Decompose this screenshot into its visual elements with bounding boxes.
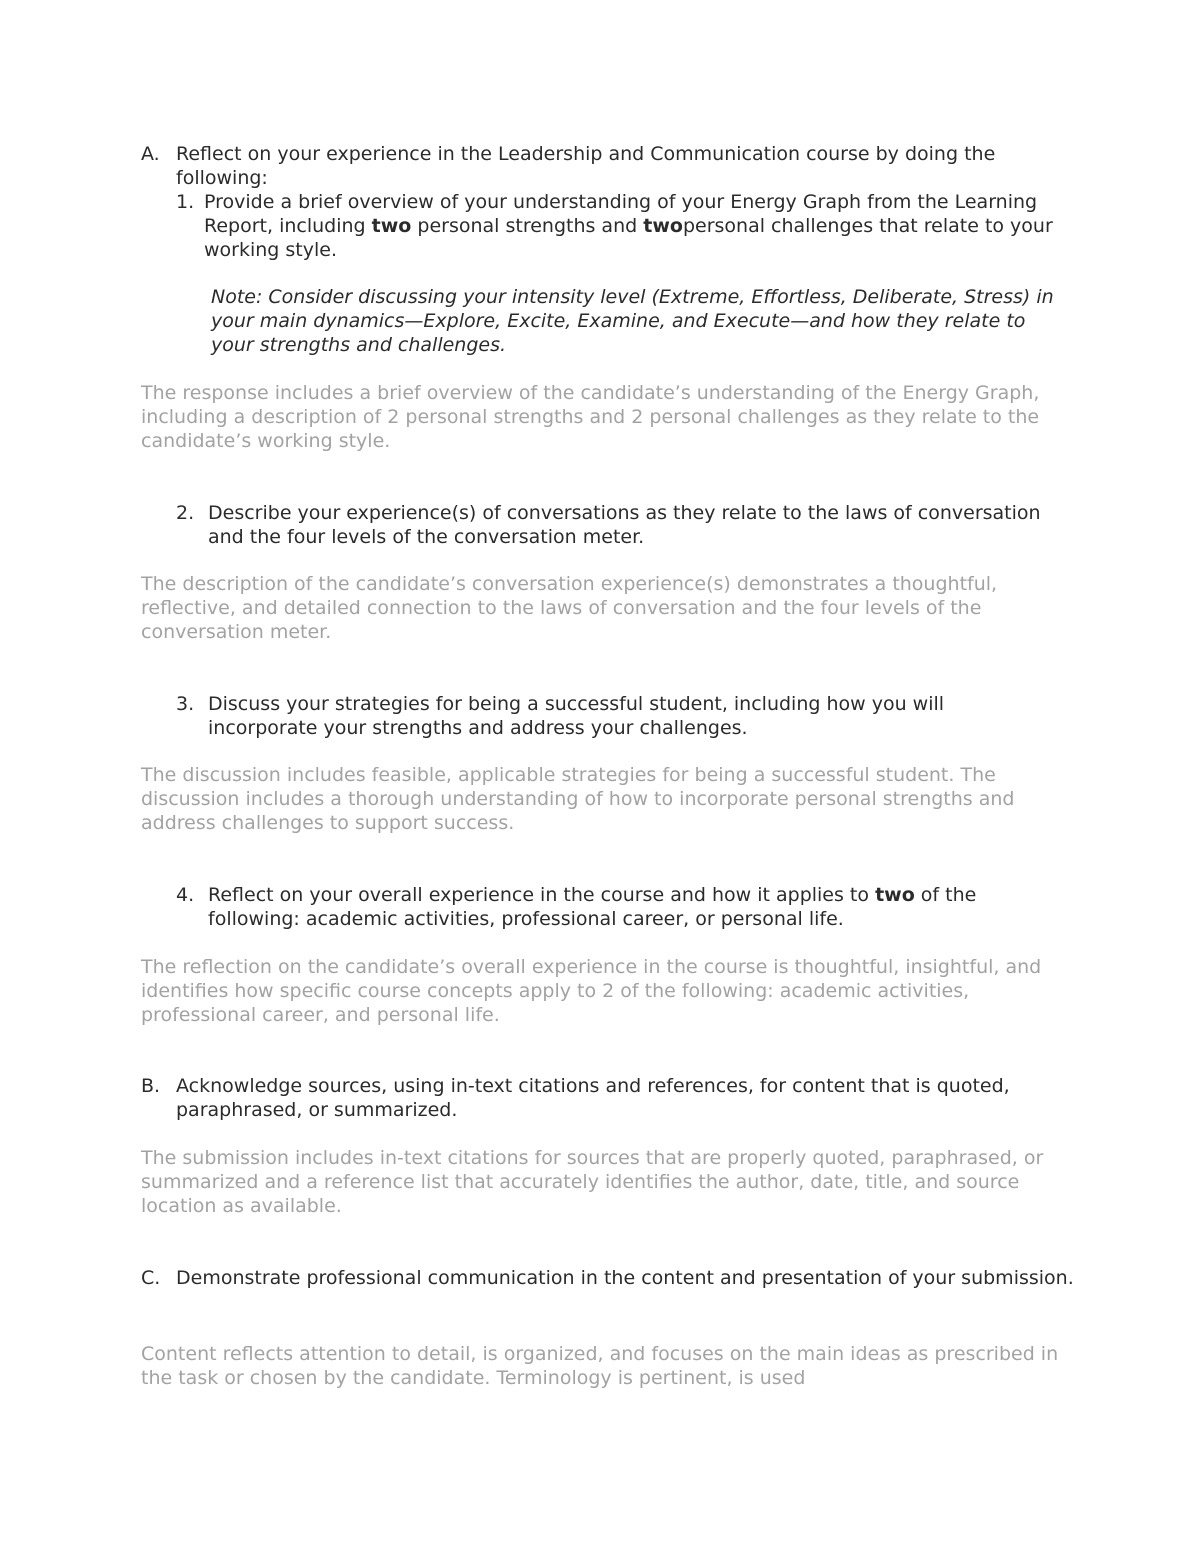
requirement-a4 — [176, 883, 1058, 931]
requirement-a4-text-2: of the following: academic activities, professional career, or personal life. — [208, 884, 977, 930]
requirement-b — [141, 1074, 1076, 1122]
requirement-c-marker: C. — [141, 1267, 161, 1289]
requirement-a1-emphasis-2: two — [643, 215, 683, 237]
requirement-c-text: Demonstrate professional communication in the content and presentation of your submission. — [176, 1267, 1074, 1289]
rubric-a3: The discussion includes feasible, applicable strategies for being a successful student. The discussion includes a thorough understanding of how to incorporate personal strengths and address challenges to support success. — [141, 764, 1015, 834]
requirement-a4-marker: 4. — [176, 884, 195, 906]
requirement-a1-marker: 1. — [176, 191, 195, 213]
requirement-a1-text-3: personal challenges that relate to your working style. — [204, 215, 1053, 261]
requirement-a2 — [176, 501, 1058, 549]
requirement-b-marker: B. — [141, 1075, 161, 1097]
requirement-a-text: Reflect on your experience in the Leadership and Communication course by doing the following: — [176, 143, 996, 189]
requirement-a-marker: A. — [141, 143, 160, 165]
requirement-a1-text-2: personal strengths and — [411, 215, 644, 237]
requirement-a1-text-1: Provide a brief overview of your understanding of your Energy Graph from the Learning Report, including — [204, 191, 1038, 237]
rubric-a2: The description of the candidate’s conversation experience(s) demonstrates a thoughtful, reflective, and detailed connection to the laws of conversation and the four levels of the conversation meter. — [141, 573, 998, 643]
requirement-b-text: Acknowledge sources, using in-text citations and references, for content that is quoted, paraphrased, or summarized. — [176, 1075, 1010, 1121]
requirement-a2-marker: 2. — [176, 502, 195, 524]
rubric-a4: The reflection on the candidate’s overall experience in the course is thoughtful, insightful, and identifies how specific course concepts apply to 2 of the following: academic activities, professional career, and personal life. — [141, 956, 1042, 1026]
requirement-a1-emphasis-1: two — [371, 215, 412, 237]
requirement-a3-marker: 3. — [176, 693, 195, 715]
requirement-a2-text: Describe your experience(s) of conversations as they relate to the laws of conversation and the four levels of the conversation meter. — [208, 502, 1041, 548]
requirement-a1 — [176, 190, 1074, 262]
rubric-b: The submission includes in-text citations for sources that are properly quoted, paraphrased, or summarized and a reference list that accurately identifies the author, date, title, and source location as available. — [141, 1147, 1044, 1217]
rubric-c: Content reflects attention to detail, is organized, and focuses on the main ideas as prescribed in the task or chosen by the candidate. Terminology is pertinent, is used — [141, 1343, 1059, 1389]
rubric-a1: The response includes a brief overview of the candidate’s understanding of the Energy Graph, including a description of 2 personal strengths and 2 personal challenges as they relate to the candidate’s working style. — [141, 382, 1040, 452]
requirement-a3-text: Discuss your strategies for being a successful student, including how you will incorporate your strengths and address your challenges. — [208, 693, 945, 739]
requirement-a4-text-1: Reflect on your overall experience in the course and how it applies to — [208, 884, 876, 906]
requirement-c — [141, 1266, 1076, 1290]
requirement-a4-emphasis: two — [875, 884, 915, 906]
requirement-a1-note: Note: Consider discussing your intensity level (Extreme, Effortless, Deliberate, Stress) in your main dynamics—Explore, Excite, Examine, and Execute—and how they relate to your strengths and challenges. — [211, 286, 1054, 356]
requirement-a3 — [176, 692, 1058, 740]
requirement-a — [141, 142, 1076, 190]
